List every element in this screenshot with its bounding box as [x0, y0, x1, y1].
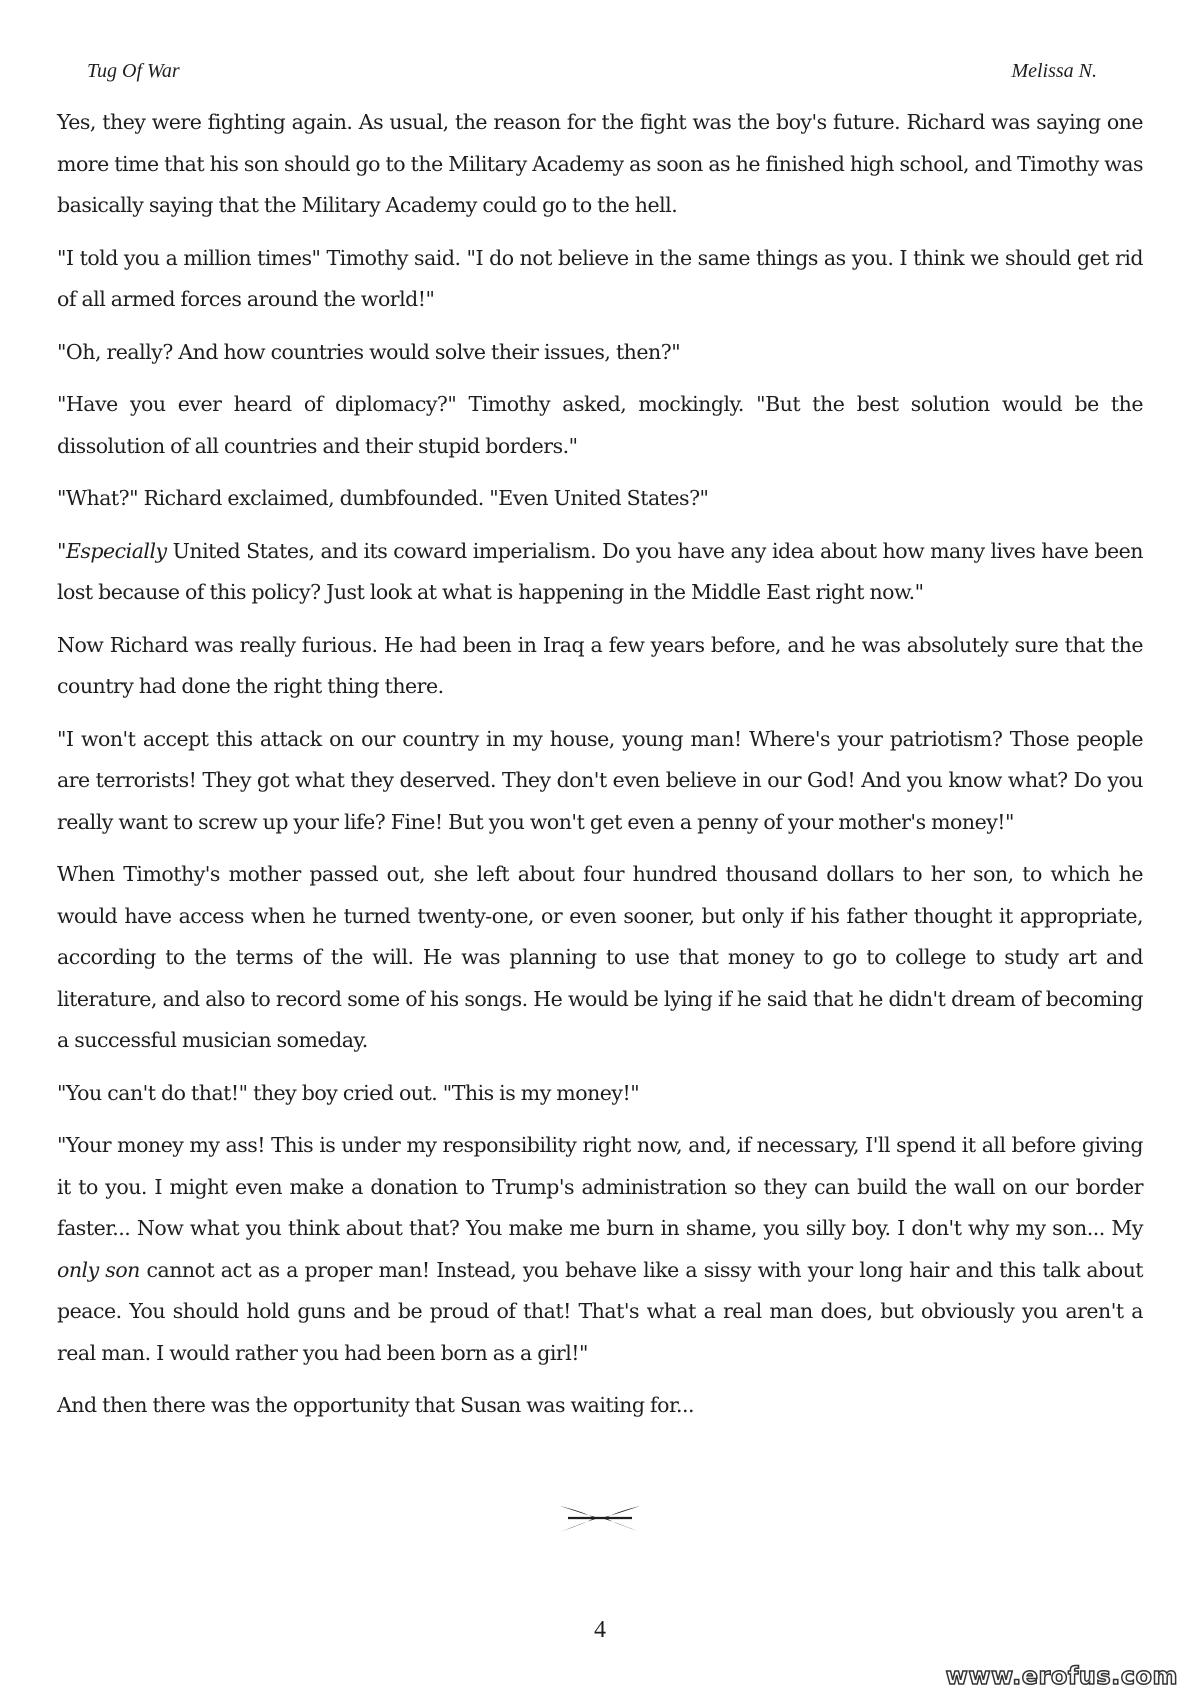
story-body [57, 102, 1143, 1438]
paragraph-8: "I won't accept this attack on our country in my house, young man! Where's your patriotism? Those people are terrorists! They got what they deserved. They don't even believe in our God! And you know what? Do you really want to screw up your life? Fine! But you won't get even a penny of your mother's money!" [57, 726, 1143, 834]
paragraph-6-open-quote: " [57, 538, 66, 563]
paragraph-5: "What?" Richard exclaimed, dumbfounded. "Even United States?" [57, 486, 709, 510]
paragraph-3: "Oh, really? And how countries would solve their issues, then?" [57, 339, 681, 364]
paragraph-11-part-a: "Your money my ass! This is under my responsibility right now, and, if necessary, I'll spend it all before giving it to you. I might even make a donation to Trump's administration so they can build the wall on our border faster... Now what you think about that? You make me burn in shame, you silly boy. I don't why my son... My [57, 1133, 1143, 1240]
watermark: www.erofus.com [945, 1662, 1178, 1690]
scene-break-ornament-icon [558, 1498, 642, 1538]
book-title: Tug Of War [87, 60, 180, 82]
paragraph-9: When Timothy's mother passed out, she left about four hundred thousand dollars to her son, to which he would have access when he turned twenty-one, or even sooner, but only if his father thought it appropriate, according to the terms of the will. He was planning to use that money to go to college to study art and literature, and also to record some of his songs. He would be lying if he said that he didn't dream of becoming a successful musician someday. [57, 862, 1143, 1052]
paragraph-12: And then there was the opportunity that Susan was waiting for... [57, 1393, 695, 1417]
paragraph-6-rest: United States, and its coward imperialism. Do you have any idea about how many lives have been lost because of this policy? Just look at what is happening in the Middle East right now." [57, 538, 1143, 604]
paragraph-10: "You can't do that!" they boy cried out. "This is my money!" [57, 1080, 640, 1105]
paragraph-6-emphasis: Especially [65, 538, 167, 563]
paragraph-4: "Have you ever heard of diplomacy?" Timothy asked, mockingly. "But the best solution would be the dissolution of all countries and their stupid borders." [57, 392, 1143, 458]
paragraph-1: Yes, they were fighting again. As usual, the reason for the fight was the boy's future. Richard was saying one more time that his son should go to the Military Academy as soon as he finished high school, and Timothy was basically saying that the Military Academy could go to the hell. [57, 110, 1143, 217]
paragraph-11 [57, 1125, 1143, 1374]
page-header [0, 60, 1200, 90]
paragraph-11-part-b: cannot act as a proper man! Instead, you behave like a sissy with your long hair and this talk about peace. You should hold guns and be proud of that! That's what a real man does, but obviously you aren't a real man. I would rather you had been born as a girl!" [57, 1257, 1144, 1365]
paragraph-6 [57, 531, 1143, 614]
author-name: Melissa N. [1011, 60, 1097, 82]
paragraph-11-emphasis: only son [57, 1257, 140, 1282]
paragraph-7: Now Richard was really furious. He had been in Iraq a few years before, and he was absolutely sure that the country had done the right thing there. [57, 632, 1143, 698]
paragraph-2: "I told you a million times" Timothy said. "I do not believe in the same things as you. I think we should get rid of all armed forces around the world!" [57, 245, 1143, 311]
page-number: 4 [594, 1617, 606, 1643]
